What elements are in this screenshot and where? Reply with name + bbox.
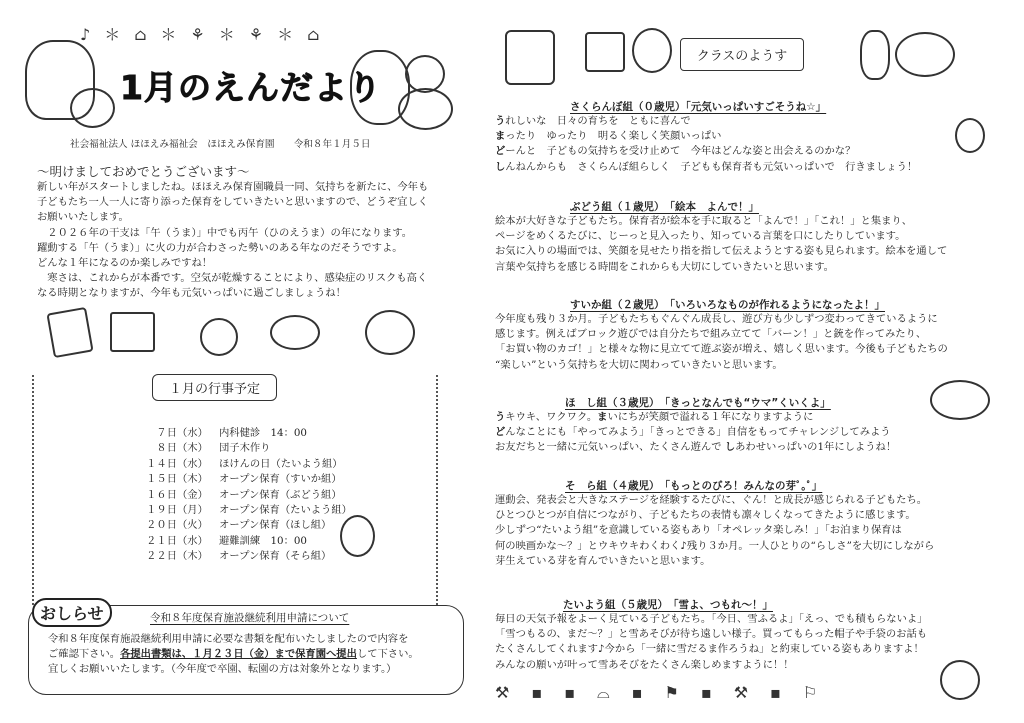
class-text-line: 言葉や気持ちを感じる時間をこれからも大切にしていきたいと思います。 xyxy=(495,260,834,273)
children-group-icon xyxy=(365,310,415,355)
schedule-weekday: （木） xyxy=(177,473,208,486)
schedule-right-border-decoration xyxy=(418,375,438,605)
schedule-weekday: （月） xyxy=(177,504,208,517)
class-text-line: 「お買い物のカゴ！」と様々な物に見立てて遊ぶ姿が増え、嬉しく思います。今後も子どもたちの xyxy=(495,343,948,356)
schedule-event: ほけんの日（たいよう組） xyxy=(219,457,343,470)
kite-card-icon xyxy=(585,32,625,72)
notice-body xyxy=(48,632,419,678)
class-heading: ぶどう組（１歳児） 「絵本 よんで！」 xyxy=(570,201,759,213)
notice-badge: おしらせ xyxy=(32,598,112,627)
schedule-event: オープン保育（たいよう組） xyxy=(219,504,352,517)
acrostic-line xyxy=(495,129,917,144)
schedule-event: 避難訓練 10：00 xyxy=(219,534,307,547)
class-text-line: 絵本が大好きな子どもたち。保育者が絵本を手に取ると「よんで！」「これ！」と集まり、 xyxy=(495,215,913,227)
class-text-line: みんなの願いが叶って雪あそびをたくさん楽しめますように！！ xyxy=(495,658,794,671)
schedule-day: ７日 xyxy=(156,427,177,439)
schedule-weekday: （水） xyxy=(177,534,208,547)
class-section-suika xyxy=(495,297,948,373)
schedule-item xyxy=(135,426,352,441)
children-illustration-icon xyxy=(895,32,955,77)
acrostic-line xyxy=(495,410,896,425)
greeting-line: 躍動する「午（うま）」に火の力が合わさった勢いのある年なのだそうですよ。 xyxy=(37,241,403,254)
class-heading: すいか組（２歳児） 「いろいろなものが作れるようになったよ！」 xyxy=(570,299,885,311)
header-decoration-row: ♪＊⌂＊⚘＊⚘＊⌂ xyxy=(80,25,334,44)
greeting-line: ２０２６年の干支は「午（うま）」中でも丙午（ひのえうま）の年になります。 xyxy=(37,226,413,239)
schedule-weekday: （木） xyxy=(177,550,208,563)
greeting-line: 子どもたち一人一人に寄り添った保育をしていきたいと思いますので、どうぞ宜しく xyxy=(37,196,429,209)
schedule-day: １９日 xyxy=(146,504,177,517)
acrostic-text: んなことにも「やってみよう」「きっとできる」自信をもってチャレンジしてみよう xyxy=(505,426,891,439)
greeting-line: 寒さは、これからが本番です。空気が乾燥することにより、感染症のリスクも高く xyxy=(37,272,428,285)
greeting-heading: ～明けましておめでとうございます～ xyxy=(37,164,250,179)
schedule-item xyxy=(135,472,352,487)
schedule-item xyxy=(135,457,352,472)
acrostic-text: ーんと 子どもの気持ちを受け止めて 今年はどんな姿と出会えるのかな？ xyxy=(505,145,856,158)
greeting-body xyxy=(37,180,428,302)
class-text-line: ひとつひとつが自信につながり、子どもたちの表情も凛々しくなってきたように感じます。 xyxy=(495,509,916,522)
schedule-event: オープン保育（そら組） xyxy=(219,550,332,563)
classes-title: クラスのようす xyxy=(680,38,804,71)
notice-line: 令和８年度保育施設継続利用申請に必要な書類を配布いたしましたので内容を xyxy=(48,633,409,645)
greeting-line: 新しい年がスタートしましたね。ほほえみ保育園職員一同、気持ちを新たに、今年も xyxy=(37,181,429,193)
cards-illustration-icon xyxy=(110,312,155,352)
schedule-title: １月の行事予定 xyxy=(152,374,277,401)
schedule-weekday: （木） xyxy=(177,442,208,455)
acrostic-initial: う xyxy=(495,411,506,423)
class-heading: そ ら組（４歳児） 「もっとのびろ！みんなの芽ﾟ｡ﾟ」 xyxy=(565,480,823,492)
notice-deadline: 各提出書類は、１月２３日（金）まで保育園へ提出 xyxy=(120,648,357,661)
schedule-event: オープン保育（ほし組） xyxy=(219,519,332,532)
class-section-sakuranbo xyxy=(495,99,917,175)
schedule-item xyxy=(135,441,352,456)
class-text-line: 感じます。例えばブロック遊びでは自分たちで組み立てて「バーン！」と銃を作ってみたり、 xyxy=(495,328,927,341)
notice-text: して下さい。 xyxy=(356,648,419,661)
class-text-line: 芽生えている芽を育んでいきたいと思います。 xyxy=(495,554,711,567)
class-heading: たいよう組（５歳児） 「雪よ、つもれ～！」 xyxy=(563,599,773,611)
acrostic-initial: ど xyxy=(495,145,506,158)
class-section-budou xyxy=(495,199,947,275)
acrostic-initial: ま xyxy=(495,130,506,143)
schedule-event: 内科健診 14：00 xyxy=(219,427,307,439)
organization-date: 社会福祉法人 ほほえみ福祉会 ほほえみ保育園 令和８年１月５日 xyxy=(70,139,371,150)
acrostic-line: お友だちと一緒に元気いっぱい、たくさん遊んで しあわせいっぱいの1年にしようね！ xyxy=(495,441,897,454)
schedule-day: ２０日 xyxy=(146,519,177,532)
class-text-line: 「雪つもるの、まだ～？」と雪あそびが待ち遠しい様子。買ってもらった帽子や手袋のお話も xyxy=(495,628,928,641)
class-text-line: “楽しい”という気持ちを大切に関わっていきたいと思います。 xyxy=(495,358,783,371)
schedule-day: ２１日 xyxy=(146,534,177,547)
class-heading: さくらんぼ組（０歳児）「元気いっぱいすごそうね☆」 xyxy=(570,101,827,113)
class-section-sora xyxy=(495,478,934,569)
schedule-weekday: （水） xyxy=(177,427,208,439)
decoration-icon xyxy=(860,30,890,80)
class-text-line: 何の映画かな～？」とウキウキわくわく♪残り３か月。一人ひとりの“らしさ”を大切にしながら xyxy=(495,539,935,552)
new-year-goods-icon xyxy=(505,30,555,85)
schedule-day: ２２日 xyxy=(146,550,177,563)
animals-illustration-icon xyxy=(270,315,320,350)
acrostic-text: ったり ゆったり 明るく楽しく笑顔いっぱい xyxy=(505,130,722,143)
acrostic-text: キウキ、ワクワク。 xyxy=(505,411,598,423)
acrostic-initial: し xyxy=(495,160,506,173)
class-text-line: お気に入りの場面では、笑顔を見せたり指を指して伝えようとする姿も見られます。絵本を通して xyxy=(495,245,948,258)
class-text-line: ページをめくるたびに、じーっと見入ったり、知っている言葉を口にしたりしています。 xyxy=(495,230,906,243)
schedule-item xyxy=(135,503,352,518)
schedule-day: １４日 xyxy=(146,457,177,470)
class-text-line: 毎日の天気予報をよーく見ている子どもたち。「今日、雪ふるよ」「えっ、でも積もらないよ」 xyxy=(495,613,928,625)
acrostic-line xyxy=(495,114,917,129)
class-text-line: 今年度も残り３か月。子どもたちもぐんぐん成長し、遊び方も少しずつ変わってきているように xyxy=(495,313,938,325)
acrostic-text: あわせいっぱいの1年にしようね！ xyxy=(735,441,897,454)
notice-line: 宜しくお願いいたします。（今年度で卒園、転園の方は対象外となります。） xyxy=(48,663,397,676)
acrostic-line xyxy=(495,144,917,159)
schedule-item xyxy=(135,549,352,564)
acrostic-text: いにちが笑顔で溢れる１年になりますように xyxy=(607,411,814,423)
class-section-taiyou xyxy=(495,597,927,673)
acrostic-text: れしいな 日々の育ちを ともに喜んで xyxy=(505,115,691,127)
greeting-line: なる時期となりますが、今年も元気いっぱいに過ごしましょうね！ xyxy=(37,287,346,300)
schedule-item xyxy=(135,534,352,549)
schedule-left-border-decoration xyxy=(32,375,52,605)
notice-text: ご確認下さい。 xyxy=(48,648,121,661)
schedule-list xyxy=(135,426,352,565)
notice-title: 令和８年度保育施設継続利用申請について xyxy=(150,612,350,624)
schedule-event: オープン保育（すいか組） xyxy=(219,473,342,486)
acrostic-line xyxy=(495,425,896,440)
class-text-line: たくさんしてくれます♪今から「一緒に雪だるま作ろうね」と約束している姿もありますよ！ xyxy=(495,643,924,656)
snowman-body-icon xyxy=(398,88,453,130)
schedule-weekday: （金） xyxy=(177,488,208,501)
class-text-line: 少しずつ“たいよう組”を意識している姿もあり「オペレッタ楽しみ！」「お泊まり保育は xyxy=(495,524,902,537)
snowball-illustration-icon xyxy=(70,88,115,128)
kite-illustration-icon xyxy=(46,307,93,358)
schedule-item xyxy=(135,518,352,533)
schedule-weekday: （火） xyxy=(177,519,208,532)
class-section-hoshi xyxy=(495,395,896,456)
acrostic-initial: し xyxy=(724,441,736,454)
schedule-weekday: （水） xyxy=(177,457,208,470)
schedule-day: １５日 xyxy=(146,473,177,486)
notice-line xyxy=(48,647,419,662)
schedule-day: ８日 xyxy=(156,442,177,455)
schedule-day: １６日 xyxy=(146,488,177,501)
bear-illustration-icon xyxy=(632,28,672,73)
acrostic-initial: ど xyxy=(495,426,506,439)
newsletter-title: 1月のえんだより xyxy=(120,68,382,107)
children-dancing-icon xyxy=(930,380,990,420)
footer-toys-decoration: ⚒▪▪⌓▪⚑▪⚒▪⚐ xyxy=(495,683,840,702)
greeting-line: どんな１年になるのか楽しみですね！ xyxy=(37,257,213,270)
class-heading: ほ し組（３歳児） 「きっとなんでも“ウマ”くいくよ」 xyxy=(565,397,831,409)
acrostic-initial: う xyxy=(495,115,506,127)
greeting-line: お願いいたします。 xyxy=(37,211,129,224)
schedule-event: 団子木作り xyxy=(219,442,271,455)
acrostic-text: んねんからも さくらんぼ組らしく 子どもも保育者も元気いっぱいで 行きましょう！ xyxy=(505,160,918,173)
schedule-event: オープン保育（ぶどう組） xyxy=(219,488,342,501)
acrostic-line xyxy=(495,160,917,175)
child-small-icon xyxy=(955,118,985,153)
child-bottom-right-icon xyxy=(940,660,980,700)
acrostic-initial: ま xyxy=(597,411,608,423)
class-text-line: 運動会、発表会と大きなステージを経験するたびに、ぐん！と成長が感じられる子どもたち。 xyxy=(495,494,928,506)
child-playing-icon xyxy=(200,318,238,356)
schedule-item xyxy=(135,488,352,503)
